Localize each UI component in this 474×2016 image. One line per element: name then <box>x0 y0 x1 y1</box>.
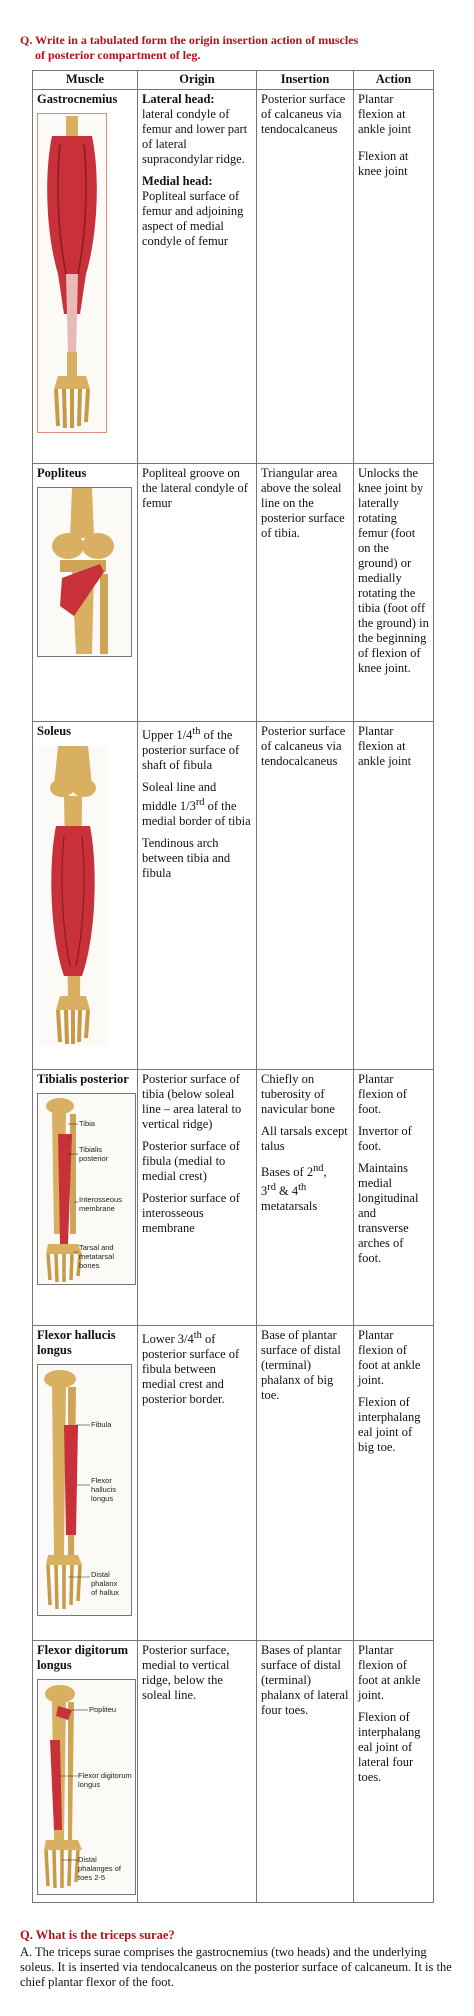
origin-text-part: Lower 3/4 <box>142 1332 194 1347</box>
label-posterior: posterior <box>79 1154 109 1163</box>
origin-text: Posterior surface of fibula (medial to medial crest) <box>142 1139 240 1183</box>
question-2-title: Q. What is the triceps surae? <box>20 1928 175 1942</box>
origin-cell <box>138 1326 257 1641</box>
action-cell <box>354 1326 434 1641</box>
label-metatarsal: metatarsal <box>79 1252 115 1261</box>
superscript: th <box>298 1182 307 1194</box>
label-longus: longus <box>78 1780 101 1789</box>
table-row <box>33 1326 434 1641</box>
label-phalanx: phalanx <box>91 1579 118 1588</box>
insertion-text: Posterior surface of calcaneus via tendocalcaneus <box>261 724 346 768</box>
origin-text-part: of posterior surface of fibula between medial crest and posterior border. <box>142 1332 240 1407</box>
insertion-cell <box>257 1070 354 1326</box>
insertion-text: All tarsals except talus <box>261 1124 348 1153</box>
insertion-text-part: 3 <box>261 1184 268 1199</box>
label-tibia: Tibia <box>79 1119 95 1128</box>
flexor-digitorum-longus-image <box>37 1679 136 1895</box>
header-muscle: Muscle <box>33 71 138 90</box>
muscle-name: Flexor hallucis longus <box>37 1328 116 1357</box>
muscle-cell <box>33 90 138 464</box>
origin-text: Posterior surface of interosseous membrane <box>142 1191 240 1235</box>
origin-cell <box>138 1641 257 1903</box>
muscles-table <box>32 70 434 1903</box>
action-cell <box>354 1070 434 1326</box>
muscle-cell <box>33 1641 138 1903</box>
origin-text <box>142 780 252 829</box>
superscript: th <box>192 726 201 737</box>
insertion-cell <box>257 1641 354 1903</box>
superscript: rd <box>267 1182 276 1194</box>
soleus-image <box>37 745 109 1047</box>
action-text: Flexion of interphalang eal joint of big toe. <box>358 1395 421 1454</box>
origin-text-part: of the medial border of tibia <box>142 799 251 829</box>
origin-text: Popliteal groove on the lateral condyle of femur <box>142 466 248 510</box>
insertion-text: Base of plantar surface of distal (terminal) phalanx of big toe. <box>261 1328 341 1402</box>
origin-cell <box>138 1070 257 1326</box>
origin-text: Posterior surface of tibia (below soleal line – area lateral to vertical ridge) <box>142 1072 242 1131</box>
origin-text-part: Soleal line and middle 1/3 <box>142 780 217 814</box>
label-tibialis: Tibialis <box>79 1145 103 1154</box>
flexor-hallucis-longus-image <box>37 1364 132 1616</box>
popliteus-image <box>37 487 132 657</box>
action-text: Flexion of interphalang eal joint of lateral four toes. <box>358 1710 421 1784</box>
origin-text-part: of the posterior surface of shaft of fibula <box>142 728 240 773</box>
label-flexor: Flexor <box>91 1476 112 1485</box>
origin-text: Tendinous arch between tibia and fibula <box>142 836 231 881</box>
gastrocnemius-image <box>37 113 107 433</box>
question-2-answer: A. The triceps surae comprises the gastrocnemius (two heads) and the underlying soleus. It is inserted via tendocalcaneus on the posterior surface of calcaneum. It is the chief plantar flexor of the foot. <box>20 1945 452 1989</box>
action-text: Plantar flexion of foot at ankle joint. <box>358 1643 421 1702</box>
origin-text-part: Upper 1/4 <box>142 728 193 743</box>
label-interosseous: Interosseous <box>79 1195 122 1204</box>
insertion-text-part: Bases of 2 <box>261 1165 314 1180</box>
origin-cell <box>138 722 257 1070</box>
medial-head-title: Medial head: <box>142 174 213 188</box>
insertion-cell <box>257 464 354 722</box>
label-fibula: Fibula <box>91 1420 112 1429</box>
label-tarsal: Tarsal and <box>79 1243 114 1252</box>
superscript: th <box>193 1330 202 1341</box>
insertion-text: Chiefly on tuberosity of navicular bone <box>261 1072 335 1116</box>
header-action: Action <box>354 71 434 90</box>
superscript: nd <box>313 1163 324 1174</box>
action-text: Invertor of foot. <box>358 1124 412 1153</box>
insertion-cell <box>257 90 354 464</box>
table-row <box>33 1070 434 1326</box>
origin-text <box>142 1328 252 1407</box>
action-text: Maintains medial longitudinal and transverse arches of foot. <box>358 1161 419 1265</box>
action-cell <box>354 1641 434 1903</box>
muscle-name: Popliteus <box>37 466 87 480</box>
action-text: Plantar flexion of foot. <box>358 1072 407 1116</box>
question-2-block <box>20 1928 460 1990</box>
action-text: Plantar flexion of foot at ankle joint. <box>358 1328 421 1387</box>
header-origin: Origin <box>138 71 257 90</box>
origin-text: Posterior surface, medial to vertical ridge, below the soleal line. <box>142 1643 230 1702</box>
label-popliteus: Popliteu <box>89 1705 117 1714</box>
muscle-cell <box>33 722 138 1070</box>
origin-text: Popliteal surface of femur and adjoining aspect of medial condyle of femur <box>142 189 244 248</box>
label-membrane: membrane <box>79 1204 115 1213</box>
table-row <box>33 722 434 1070</box>
action-text: Flexion at knee joint <box>358 149 409 178</box>
action-text: Plantar flexion at ankle joint <box>358 724 412 768</box>
muscle-name: Gastrocnemius <box>37 92 118 106</box>
insertion-text: Triangular area above the soleal line on the posterior surface of tibia. <box>261 466 345 540</box>
action-text: Unlocks the knee joint by laterally rotating femur (foot on the ground) or medially rotating the tibia (foot off the ground) in the beginning of flexion of knee joint. <box>358 466 429 675</box>
label-distal: Distal <box>91 1570 110 1579</box>
tibialis-posterior-image <box>37 1093 136 1285</box>
origin-cell <box>138 90 257 464</box>
superscript: rd <box>195 797 205 809</box>
label-phalanges: phalanges of <box>78 1864 121 1873</box>
muscle-cell <box>33 464 138 722</box>
label-of-hallux: of hallux <box>91 1588 119 1597</box>
muscle-name: Flexor digitorum longus <box>37 1643 129 1672</box>
action-cell <box>354 464 434 722</box>
table-row <box>33 464 434 722</box>
action-cell <box>354 722 434 1070</box>
label-toes: toes 2-5 <box>78 1873 106 1882</box>
table-header-row <box>33 71 434 90</box>
muscle-name: Soleus <box>37 724 72 738</box>
insertion-text: Bases of plantar surface of distal (terminal) phalanx of lateral four toes. <box>261 1643 349 1717</box>
label-longus: longus <box>91 1494 114 1503</box>
insertion-text <box>261 1161 349 1214</box>
label-bones: bones <box>79 1261 100 1270</box>
action-cell <box>354 90 434 464</box>
table-row <box>33 1641 434 1903</box>
question-1-line2: of posterior compartment of leg. <box>35 48 201 62</box>
muscle-cell <box>33 1070 138 1326</box>
table-row <box>33 90 434 464</box>
lateral-head-title: Lateral head: <box>142 92 215 106</box>
insertion-text-part: , <box>323 1165 327 1180</box>
question-1 <box>20 33 450 63</box>
muscle-name: Tibialis posterior <box>37 1072 129 1086</box>
label-hallucis: hallucis <box>91 1485 117 1494</box>
insertion-cell <box>257 722 354 1070</box>
label-flexor-digitorum: Flexor digitorum <box>78 1771 132 1780</box>
insertion-text-part: & 4 <box>275 1184 299 1199</box>
origin-cell <box>138 464 257 722</box>
origin-text <box>142 724 252 773</box>
muscle-cell <box>33 1326 138 1641</box>
action-text: Plantar flexion at ankle joint <box>358 92 412 136</box>
label-distal: Distal <box>78 1855 97 1864</box>
insertion-cell <box>257 1326 354 1641</box>
insertion-text: Posterior surface of calcaneus via tendocalcaneus <box>261 92 346 136</box>
origin-text: lateral condyle of femur and lower part of lateral supracondylar ridge. <box>142 107 248 166</box>
question-1-line1: Q. Write in a tabulated form the origin insertion action of muscles <box>20 33 359 47</box>
header-insertion: Insertion <box>257 71 354 90</box>
insertion-text-part: metatarsals <box>261 1199 318 1214</box>
